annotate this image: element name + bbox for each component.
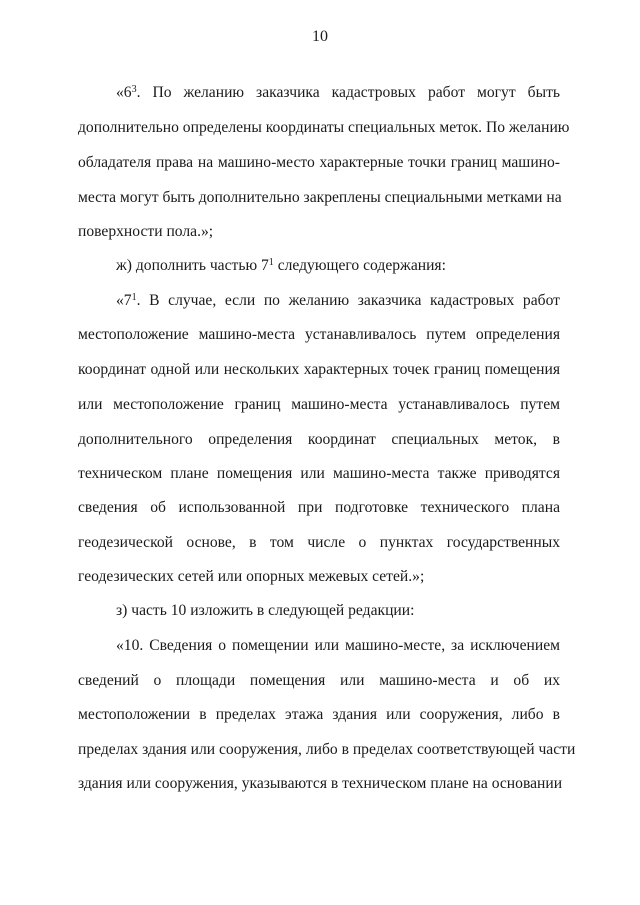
- paragraph-line: обладателя права на машино-место характерные точки границ машино-: [78, 154, 560, 171]
- paragraph-line: [116, 83, 560, 103]
- paragraph-line: геодезической основе, в том числе о пунктах государственных: [78, 534, 560, 551]
- paragraph-line: з) часть 10 изложить в следующей редакции:: [116, 602, 415, 619]
- paragraph-line: [116, 291, 560, 311]
- paragraph-line: техническом плане помещения или машино-места также приводятся: [78, 465, 560, 482]
- paragraph-line: координат одной или нескольких характерных точек границ помещения: [78, 361, 560, 378]
- line-text: . По желанию заказчика кадастровых работ могут быть: [136, 84, 560, 101]
- superscript-index: 1: [131, 291, 137, 303]
- paragraph-line: дополнительного определения координат специальных меток, в: [78, 431, 560, 448]
- paragraph-line: места могут быть дополнительно закреплены специальными метками на: [78, 189, 562, 206]
- line-text: «6: [116, 84, 132, 101]
- paragraph-line: пределах здания или сооружения, либо в пределах соответствующей части: [78, 741, 576, 758]
- superscript-index: 1: [268, 256, 274, 268]
- paragraph-line: сведения об использованной при подготовке технического плана: [78, 499, 560, 516]
- paragraph-line: сведений о площади помещения или машино-места и об их: [78, 672, 560, 689]
- line-text: . В случае, если по желанию заказчика кадастровых работ: [136, 292, 560, 309]
- paragraph-line: дополнительно определены координаты специальных меток. По желанию: [78, 119, 570, 136]
- paragraph-line: геодезических сетей или опорных межевых сетей.»;: [78, 568, 425, 585]
- paragraph-line: местоположение машино-места устанавливалось путем определения: [78, 326, 560, 343]
- paragraph-line: «10. Сведения о помещении или машино-месте, за исключением: [116, 637, 560, 654]
- paragraph-line: или местоположение границ машино-места устанавливалось путем: [78, 396, 560, 413]
- paragraph-line: здания или сооружения, указываются в техническом плане на основании: [78, 775, 563, 792]
- paragraph-line: поверхности пола.»;: [78, 223, 214, 240]
- paragraph-line: местоположении в пределах этажа здания или сооружения, либо в: [78, 706, 560, 723]
- paragraph-line: [116, 256, 560, 276]
- line-text: следующего содержания:: [273, 257, 446, 274]
- page-number: 10: [312, 28, 328, 45]
- superscript-index: 3: [131, 83, 137, 95]
- line-text: «7: [116, 292, 132, 309]
- line-text: ж) дополнить частью 7: [116, 257, 269, 274]
